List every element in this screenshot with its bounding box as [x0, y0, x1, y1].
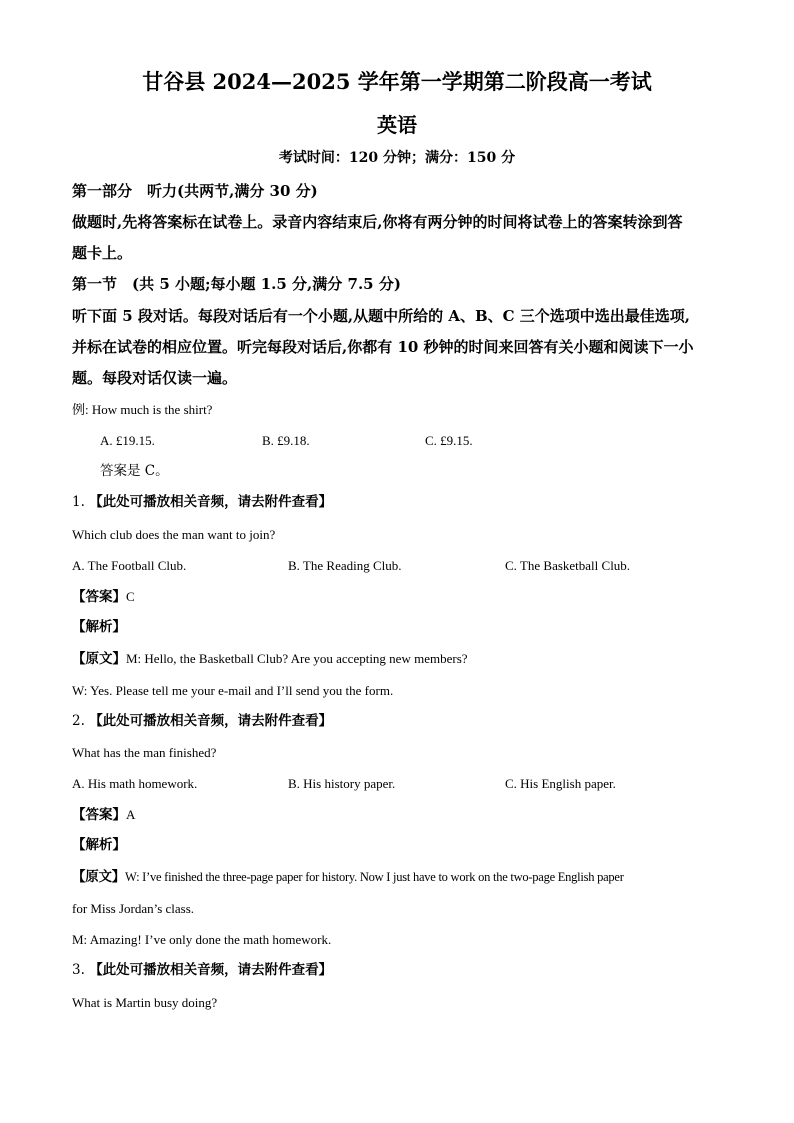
- example-option-b: B. £9.18.: [262, 433, 310, 448]
- part1-heading: 第一部分 听力(共两节,满分 30 分): [72, 182, 318, 200]
- question-2-option-b: B. His history paper.: [288, 776, 396, 791]
- audio-label: 【此处可播放相关音频，请去附件查看】: [89, 494, 333, 510]
- question-3-audio-line: [72, 964, 332, 978]
- transcript-text: W: I’ve finished the three-page paper for history. Now I just have to work on the two-page English paper: [125, 870, 624, 884]
- answer-value: A: [126, 807, 136, 822]
- question-2-transcript-line1b: for Miss Jordan’s class.: [72, 901, 195, 916]
- answer-value: C: [126, 589, 135, 604]
- question-1-text: Which club does the man want to join?: [72, 527, 276, 542]
- part1-instruction-line1: 做题时,先将答案标在试卷上。录音内容结束后,你将有两分钟的时间将试卷上的答案转涂到答: [72, 213, 683, 231]
- question-1-transcript-line2: W: Yes. Please tell me your e-mail and I’ll send you the form.: [72, 683, 394, 698]
- answer-label: 【答案】: [72, 589, 126, 605]
- section1-instruction-line2: 并标在试卷的相应位置。听完每段对话后,你都有 10 秒钟的时间来回答有关小题和阅读下一小: [72, 338, 694, 356]
- answer-label: 【答案】: [72, 807, 126, 823]
- question-number: 3.: [72, 962, 85, 978]
- question-1-option-c: C. The Basketball Club.: [505, 558, 631, 573]
- question-2-audio-line: [72, 715, 332, 729]
- question-2-option-c: C. His English paper.: [505, 776, 616, 791]
- question-1-option-b: B. The Reading Club.: [288, 558, 402, 573]
- example-option-a: A. £19.15.: [100, 433, 155, 448]
- exam-time-info: 考试时间：120 分钟；满分：150 分: [278, 150, 516, 166]
- original-label: 【原文】: [72, 651, 126, 667]
- subject-title: 英语: [377, 113, 417, 137]
- section1-instruction-line1: 听下面 5 段对话。每段对话后有一个小题,从题中所给的 A、B、C 三个选项中选出最佳选项,: [72, 307, 691, 325]
- question-1-option-a: A. The Football Club.: [72, 558, 187, 573]
- question-1-analysis-label: 【解析】: [72, 619, 126, 635]
- question-2-transcript-line2: M: Amazing! I’ve only done the math homework.: [72, 932, 332, 947]
- question-2-transcript-line1: [72, 871, 624, 885]
- example-option-c: C. £9.15.: [425, 433, 473, 448]
- audio-label: 【此处可播放相关音频，请去附件查看】: [89, 962, 333, 978]
- section1-heading: 第一节 (共 5 小题;每小题 1.5 分,满分 7.5 分): [72, 275, 401, 293]
- example-answer: 答案是 C。: [100, 463, 169, 479]
- question-1-audio-line: [72, 496, 332, 510]
- question-number: 1.: [72, 494, 85, 510]
- part1-instruction-line2: 题卡上。: [72, 244, 133, 262]
- question-1-transcript-line1: [72, 652, 468, 667]
- section1-instruction-line3: 题。每段对话仅读一遍。: [72, 369, 238, 387]
- example-question: 例: How much is the shirt?: [72, 402, 213, 417]
- question-2-analysis-label: 【解析】: [72, 837, 126, 853]
- transcript-text: M: Hello, the Basketball Club? Are you accepting new members?: [126, 651, 468, 666]
- question-2-option-a: A. His math homework.: [72, 776, 198, 791]
- original-label: 【原文】: [72, 869, 125, 885]
- question-2-answer: [72, 808, 135, 823]
- audio-label: 【此处可播放相关音频，请去附件查看】: [89, 713, 333, 729]
- question-3-text: What is Martin busy doing?: [72, 995, 218, 1010]
- question-1-answer: [72, 590, 135, 605]
- question-number: 2.: [72, 713, 85, 729]
- exam-title: 甘谷县 2024—2025 学年第一学期第二阶段高一考试: [142, 69, 652, 94]
- question-2-text: What has the man finished?: [72, 745, 217, 760]
